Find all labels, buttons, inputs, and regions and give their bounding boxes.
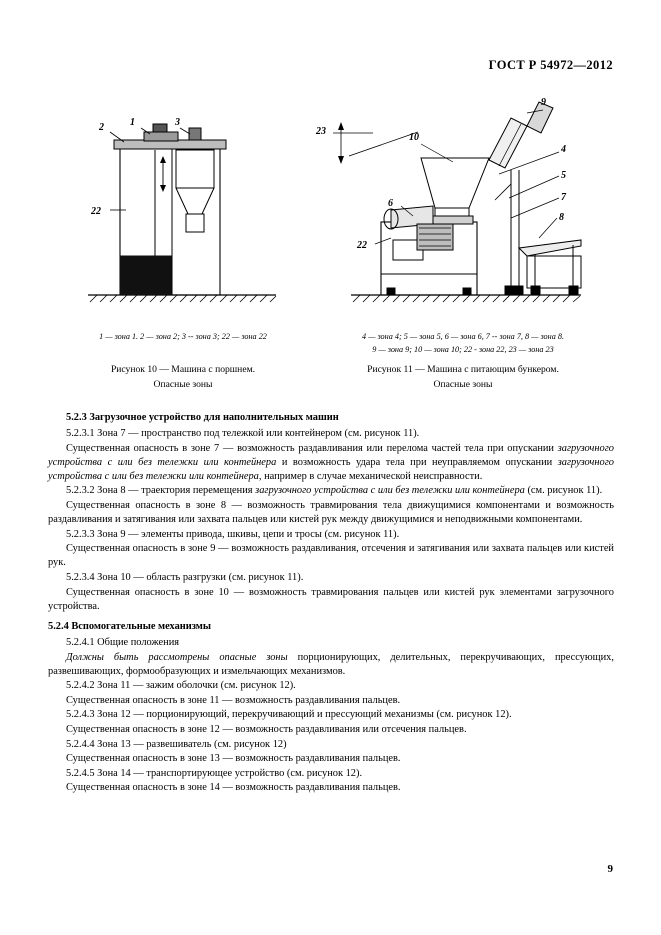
paragraph-zone13-hazard: Существенная опасность в зоне 13 — возможность раздавливания пальцев. [66, 753, 401, 765]
callout-7: 7 [561, 192, 566, 203]
figure-10-title-line2: Опасные зоны [153, 379, 213, 390]
callout-5: 5 [561, 170, 566, 181]
section-heading-5-2-3: 5.2.3 Загрузочное устройство для наполнительных машин [66, 412, 339, 423]
figure-10-title-line1: Рисунок 10 — Машина с поршнем. [110, 364, 256, 375]
paragraph-general-provisions [48, 651, 614, 679]
italic-run: загрузочного устройства с или без тележки или контейнера [255, 485, 525, 497]
paragraph-zone11-hazard: Существенная опасность в зоне 11 — возможность раздавливания пальцев. [66, 694, 401, 706]
text-run: Существенная опасность в зоне 7 — возможность раздавливания или перелома частей тела при опускании [66, 442, 558, 454]
italic-run: загрузочного устройства с или без тележки или контейнера [48, 442, 614, 468]
paragraph-5-2-4-1: 5.2.4.1 Общие положения [66, 636, 180, 648]
paragraph-zone14-hazard: Существенная опасность в зоне 14 — возможность раздавливания пальцев. [66, 782, 401, 794]
body-text [48, 405, 614, 796]
paragraph-5-2-3-4: 5.2.3.4 Зона 10 — область разгрузки (см. рисунок 11). [66, 572, 304, 584]
figures-row [48, 88, 613, 388]
paragraph-5-2-4-5: 5.2.4.5 Зона 14 — транспортирующее устройство (см. рисунок 12). [66, 767, 363, 779]
callout-1: 1 [130, 117, 135, 128]
callout-23: 23 [316, 126, 326, 137]
callout-9: 9 [541, 97, 546, 108]
paragraph-zone10-hazard: Существенная опасность в зоне 10 — возможность травмирования пальцев или кистей рук элементами загрузочного устройства. [48, 586, 614, 612]
text-run: 5.2.3.2 Зона 8 — траектория перемещения [66, 485, 256, 497]
figure-11 [313, 88, 613, 390]
callout-22: 22 [91, 206, 101, 217]
paragraph-5-2-4-4: 5.2.4.4 Зона 13 — развешиватель (см. рисунок 12) [66, 738, 287, 750]
paragraph-zone9-hazard: Существенная опасность в зоне 9 — возможность раздавливания, отсечения и затягивания или захвата пальцев или кистей рук. [48, 543, 614, 569]
paragraph-5-2-4-2: 5.2.4.2 Зона 11 — зажим оболочки (см. рисунок 12). [66, 680, 296, 692]
figure-11-title-line1: Рисунок 11 — Машина с питающим бункером. [367, 364, 559, 375]
section-heading-5-2-4: 5.2.4 Вспомогательные механизмы [48, 620, 211, 632]
callout-22-right: 22 [357, 240, 367, 251]
paragraph-5-2-3-1: 5.2.3.1 Зона 7 — пространство под тележкой или контейнером (см. рисунок 11). [66, 428, 420, 440]
paragraph-zone12-hazard: Существенная опасность в зоне 12 — возможность раздавливания или отсечения пальцев. [66, 723, 467, 735]
callout-2: 2 [99, 122, 104, 133]
text-run: порционирующих, делительных, перекручивающих, прессующих, развешивающих, формообразующих и измельчающих механизмов. [48, 651, 614, 677]
paragraph-5-2-4-3: 5.2.4.3 Зона 12 — порционирующий, перекручивающий и прессующий механизмы (см. рисунок 12). [66, 709, 512, 721]
page-number: 9 [607, 863, 613, 875]
callout-3: 3 [175, 117, 180, 128]
callout-10: 10 [409, 132, 419, 143]
paragraph-5-2-3-3: 5.2.3.3 Зона 9 — элементы привода, шкивы, цепи и тросы (см. рисунок 11). [66, 528, 400, 540]
figure-11-drawing [313, 88, 613, 318]
paragraph-zone8-hazard: Существенная опасность в зоне 8 — возможность травмирования тела движущимися компонентами и возможность раздавливания и затягивания или захвата пальцев или кистей рук между движущимися и неподвижными компонентами. [48, 500, 614, 526]
text-run: (см. рисунок 11). [524, 485, 603, 497]
figure-11-legend-line1: 4 — зона 4; 5 — зона 5, 6 — зона 6, 7 -- зона 7, 8 — зона 8. [362, 332, 564, 341]
text-run: и возможность удара тела при неуправляемом опускании [276, 456, 558, 468]
figure-11-title-line2: Опасные зоны [433, 379, 493, 390]
figure-11-legend-line2: 9 — зона 9; 10 — зона 10; 22 - зона 22, 23 — зона 23 [372, 345, 554, 354]
callout-8: 8 [559, 212, 564, 223]
figure-10-legend: 1 — зона 1. 2 — зона 2; 3 -- зона 3; 22 — зона 22 [99, 332, 267, 341]
italic-run: загрузочного устройства с или без тележки или контейнера [48, 456, 614, 482]
figure-10 [58, 88, 308, 390]
page-header-standard: ГОСТ Р 54972—2012 [488, 58, 613, 72]
paragraph-zone7-hazard [48, 442, 614, 484]
italic-run: Должны быть рассмотрены опасные зоны [66, 651, 288, 663]
text-run: , например в случае механической неисправности. [258, 470, 483, 482]
callout-4: 4 [561, 144, 566, 155]
paragraph-5-2-3-2 [48, 484, 614, 498]
figure-10-drawing [58, 88, 308, 318]
callout-6: 6 [388, 198, 393, 209]
